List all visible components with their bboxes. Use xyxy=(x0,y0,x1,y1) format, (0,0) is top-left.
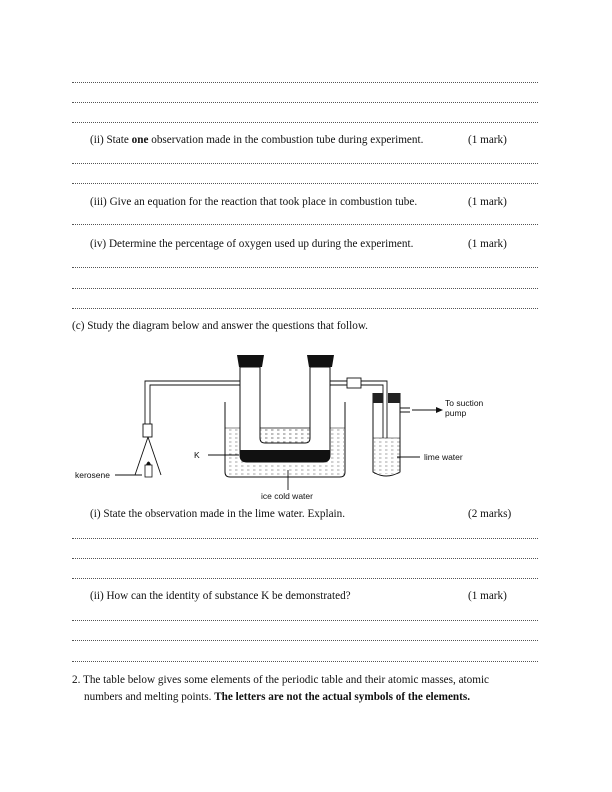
answer-line xyxy=(72,308,538,309)
apparatus-diagram xyxy=(60,340,510,510)
answer-line xyxy=(72,163,538,164)
answer-line xyxy=(72,183,538,184)
question-bold: one xyxy=(131,134,149,146)
answer-line xyxy=(72,661,538,662)
stopper xyxy=(307,355,334,367)
label-k: K xyxy=(194,450,200,460)
label-suction: To suction xyxy=(445,398,484,408)
label-pump: pump xyxy=(445,408,467,418)
answer-line xyxy=(72,102,538,103)
substance-k xyxy=(240,450,330,462)
answer-line xyxy=(72,578,538,579)
question-b-ii xyxy=(90,134,423,146)
mark-label: (2 marks) xyxy=(468,508,512,520)
mark-label: (1 mark) xyxy=(468,590,507,602)
question-2-line1: 2. The table below gives some elements of the periodic table and their atomic masses, atomic xyxy=(72,674,490,686)
question-text: observation made in the combustion tube during experiment. xyxy=(148,134,424,146)
question-c-intro: (c) Study the diagram below and answer the questions that follow. xyxy=(72,320,368,332)
question-text: (ii) State xyxy=(90,134,132,146)
question-c-i: (i) State the observation made in the lime water. Explain. xyxy=(90,508,346,520)
u-tube xyxy=(237,355,334,462)
answer-line xyxy=(72,538,538,539)
answer-line xyxy=(72,288,538,289)
mark-label: (1 mark) xyxy=(468,196,507,208)
test-tube xyxy=(373,393,443,476)
answer-line xyxy=(72,122,538,123)
answer-line xyxy=(72,267,538,268)
question-c-ii: (ii) How can the identity of substance K be demonstrated? xyxy=(90,590,351,602)
answer-line xyxy=(72,558,538,559)
arrow-icon xyxy=(436,407,443,413)
label-ice-cold-water: ice cold water xyxy=(261,491,313,501)
question-b-iv: (iv) Determine the percentage of oxygen used up during the experiment. xyxy=(90,238,414,250)
mark-label: (1 mark) xyxy=(468,238,507,250)
question-text: numbers and melting points. xyxy=(84,691,215,703)
label-lime-water: lime water xyxy=(424,452,463,462)
answer-line xyxy=(72,640,538,641)
label-kerosene: kerosene xyxy=(75,470,110,480)
question-2-line2 xyxy=(84,691,470,703)
question-bold: The letters are not the actual symbols of the elements. xyxy=(214,691,471,703)
answer-line xyxy=(72,224,538,225)
question-b-iii: (iii) Give an equation for the reaction that took place in combustion tube. xyxy=(90,196,418,208)
kerosene-burner xyxy=(145,462,152,478)
mark-label: (1 mark) xyxy=(468,134,507,146)
answer-line xyxy=(72,82,538,83)
stopper xyxy=(237,355,264,367)
answer-line xyxy=(72,620,538,621)
